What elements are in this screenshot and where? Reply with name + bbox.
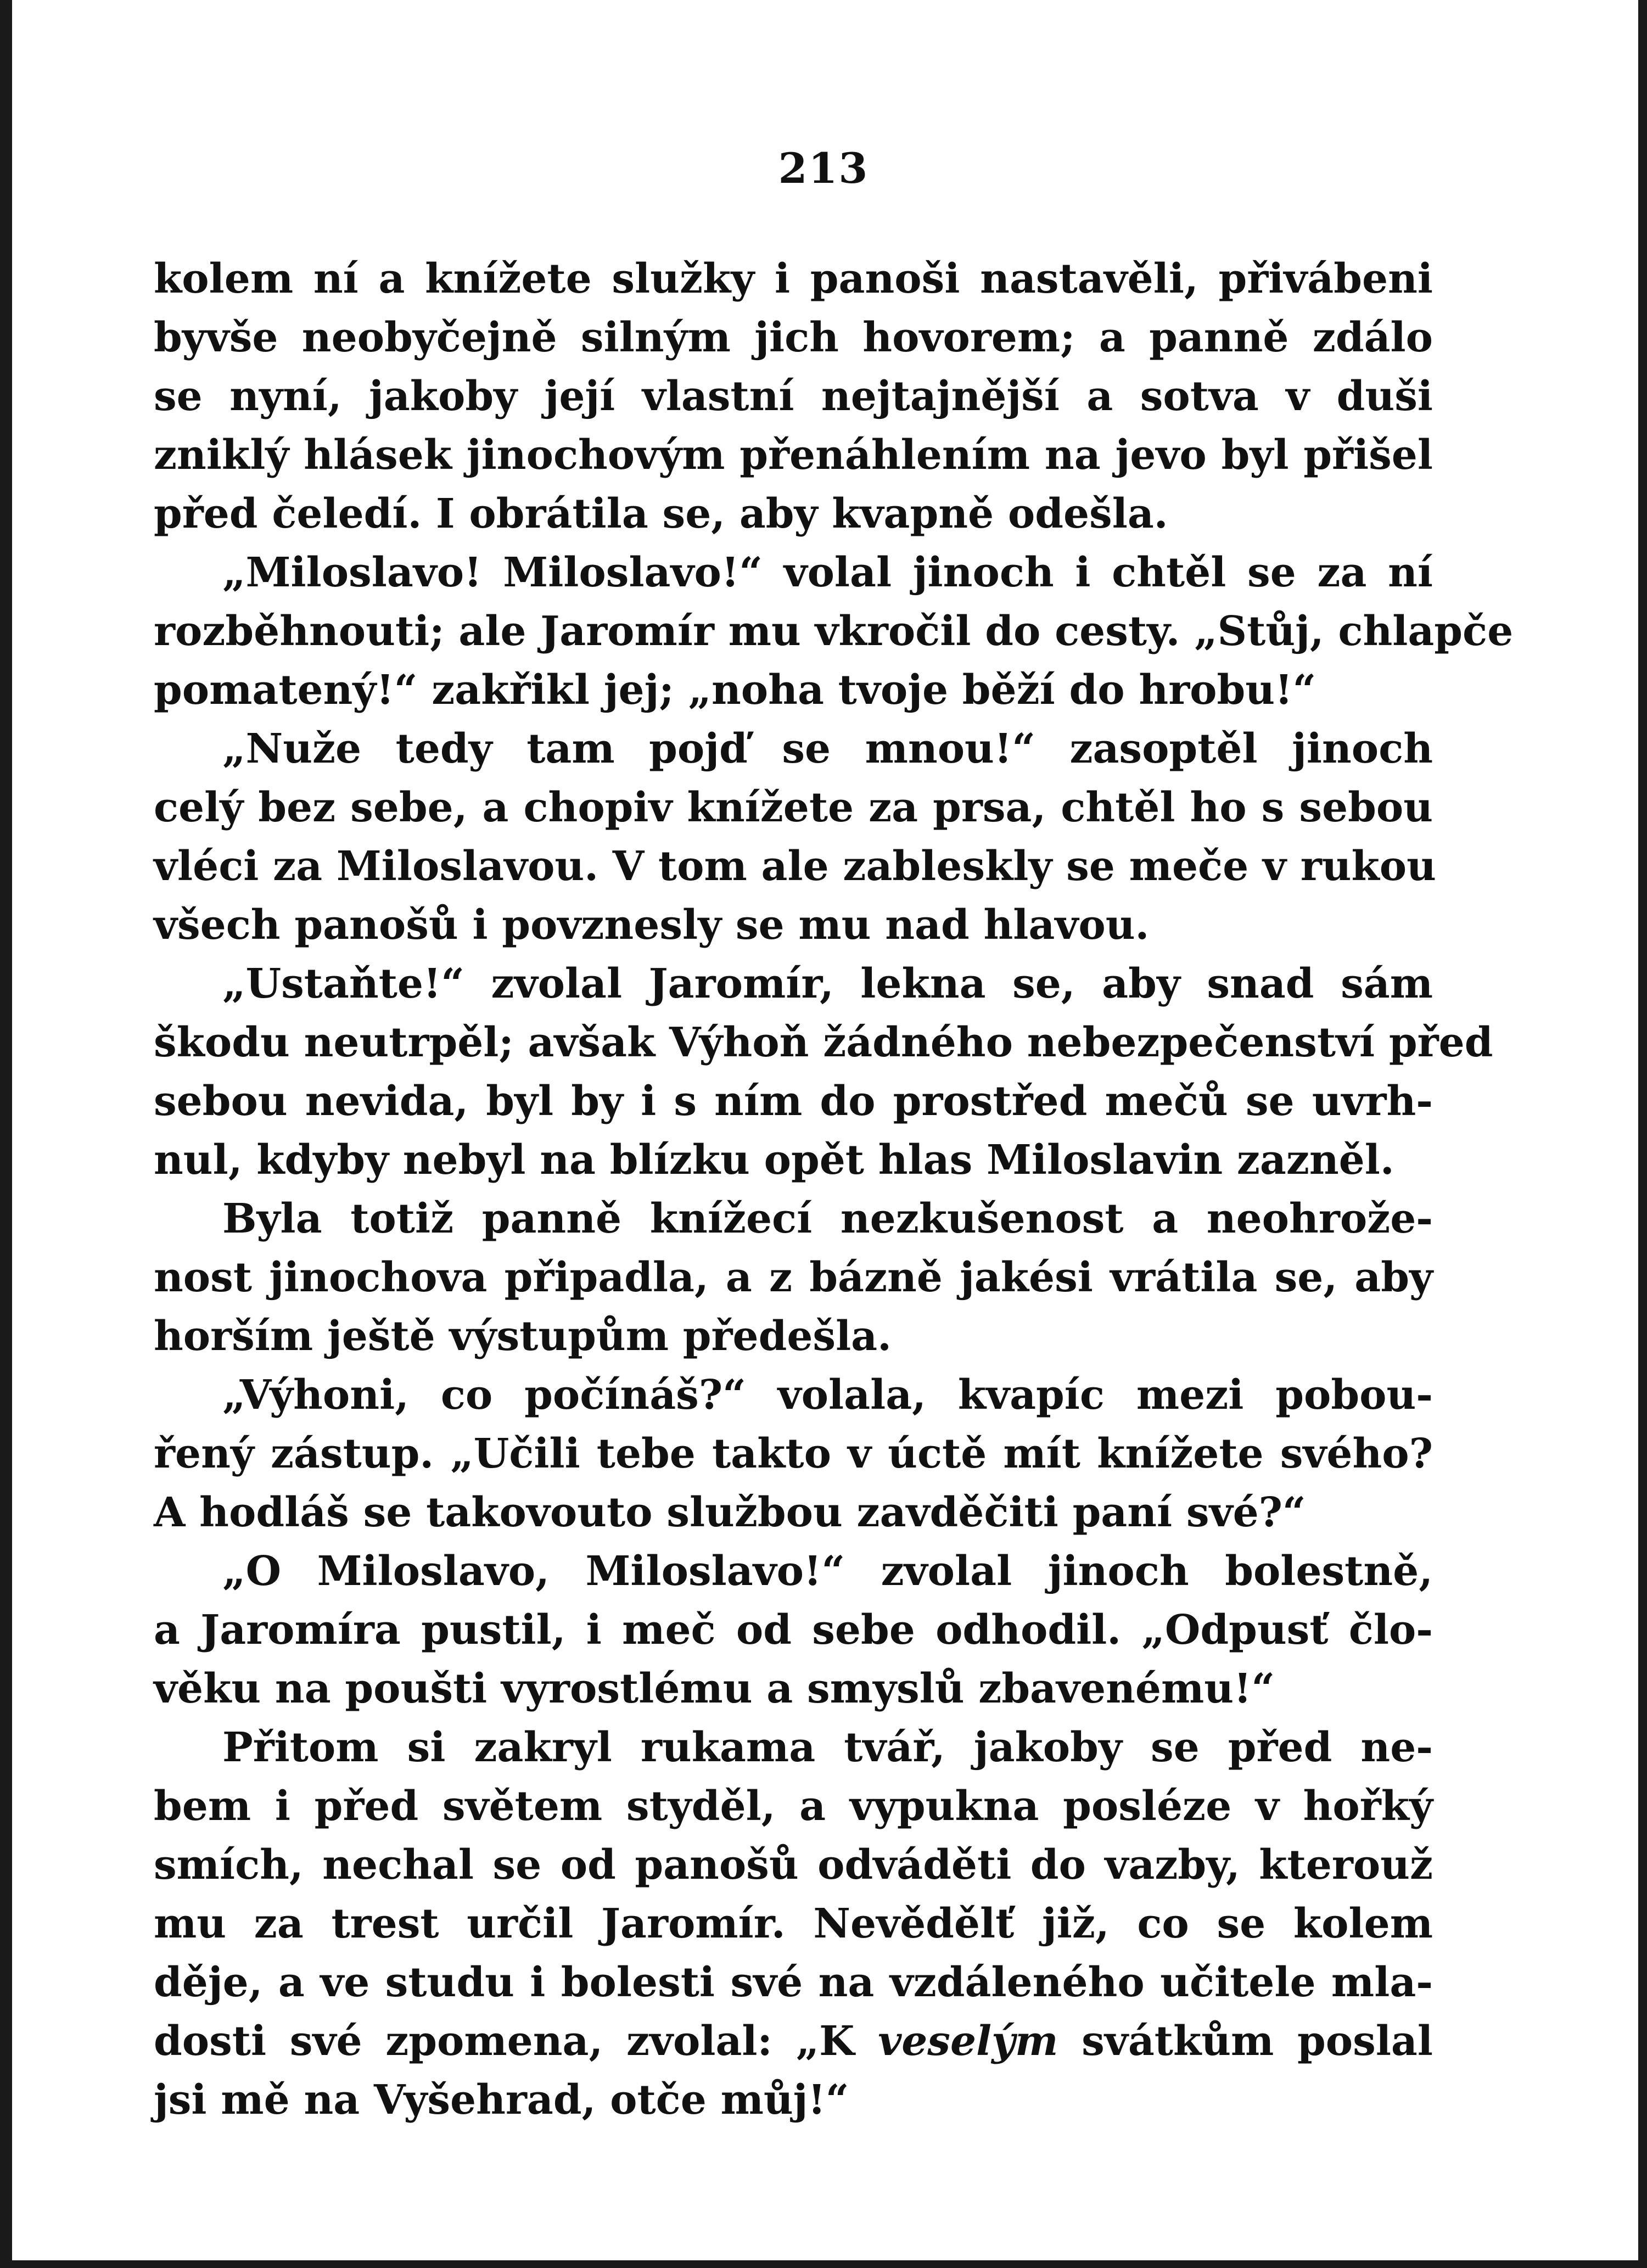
text-line: A hodláš se takovouto službou zavděčiti paní své?“ [154,1489,1306,1536]
page-number: 213 [778,144,869,193]
text-line: „Miloslavo! Miloslavo!“ volal jinoch i chtěl se za ní [222,549,1433,596]
text-line: Přitom si zakryl rukama tvář, jakoby se před ne- [222,1724,1433,1771]
text-line: horším ještě výstupům předešla. [154,1313,892,1360]
scan-edge-left [0,0,12,2268]
lines-container [154,250,1514,2012]
text-line [154,2012,1433,2071]
text-line: celý bez sebe, a chopiv knížete za prsa, chtěl ho s sebou [154,784,1433,831]
text-line: pomatený!“ zakřikl jej; „noha tvoje běží do hrobu!“ [154,667,1317,714]
text-line: sebou nevida, byl by i s ním do prostřed mečů se uvrh- [154,1078,1433,1125]
text-line: „Ustaňte!“ zvolal Jaromír, lekna se, aby snad sám [222,960,1433,1007]
text-line: nul, kdyby nebyl na blízku opět hlas Miloslavin zazněl. [154,1136,1394,1184]
text-line: Byla totiž panně knížecí nezkušenost a neohrože- [222,1195,1433,1242]
text-line: „Výhoni, co počínáš?“ volala, kvapíc mezi pobou- [222,1371,1433,1419]
line-segment: dosti své zpomena, zvolal: „K [154,2018,878,2065]
text-line: se nyní, jakoby její vlastní nejtajnější a sotva v duši [154,373,1433,420]
scan-edge-bottom [0,2260,1647,2268]
text-line: byvše neobyčejně silným jich hovorem; a panně zdálo [154,314,1433,361]
text-line: „O Miloslavo, Miloslavo!“ zvolal jinoch bolestně, [222,1548,1433,1595]
text-line: mu za trest určil Jaromír. Nevědělť již, co se kolem [154,1900,1433,1947]
text-line: „Nuže tedy tam pojď se mnou!“ zasoptěl jinoch [222,725,1433,772]
text-line: věku na poušti vyrostlému a smyslů zbavenému!“ [154,1665,1275,1712]
text-line: všech panošů i povznesly se mu nad hlavou. [154,901,1150,949]
text-body [154,250,1514,2130]
scan-edge-right [1638,0,1647,2268]
text-line: kolem ní a knížete služky i panoši nastavěli, přivábeni [154,255,1433,303]
text-line: nost jinochova připadla, a z bázně jakési vrátila se, aby [154,1254,1433,1301]
line-segment: svátkům poslal [1058,2018,1433,2065]
text-line: rozběhnouti; ale Jaromír mu vkročil do cesty. „Stůj, chlapče [154,608,1514,655]
text-line: smích, nechal se od panošů odváděti do vazby, kterouž [154,1841,1433,1889]
text-line: a Jaromíra pustil, i meč od sebe odhodil. „Odpusť člo- [154,1606,1433,1654]
text-line: děje, a ve studu i bolesti své na vzdáleného učitele mla- [154,1959,1433,2006]
text-line: před čeledí. I obrátila se, aby kvapně odešla. [154,490,1168,537]
text-line: škodu neutrpěl; avšak Výhoň žádného nebezpečenství před [154,1019,1493,1066]
text-line: bem i před světem styděl, a vypukna posléze v hořký [154,1783,1433,1830]
text-line: vléci za Miloslavou. V tom ale zableskly se meče v rukou [154,843,1436,890]
text-line: řený zástup. „Učili tebe takto v úctě mít knížete svého? [154,1430,1433,1477]
emphasized-word: veselým [878,2018,1058,2065]
text-line: zniklý hlásek jinochovým přenáhlením na jevo byl přišel [154,432,1433,479]
text-line: jsi mě na Vyšehrad, otče můj!“ [154,2076,849,2124]
